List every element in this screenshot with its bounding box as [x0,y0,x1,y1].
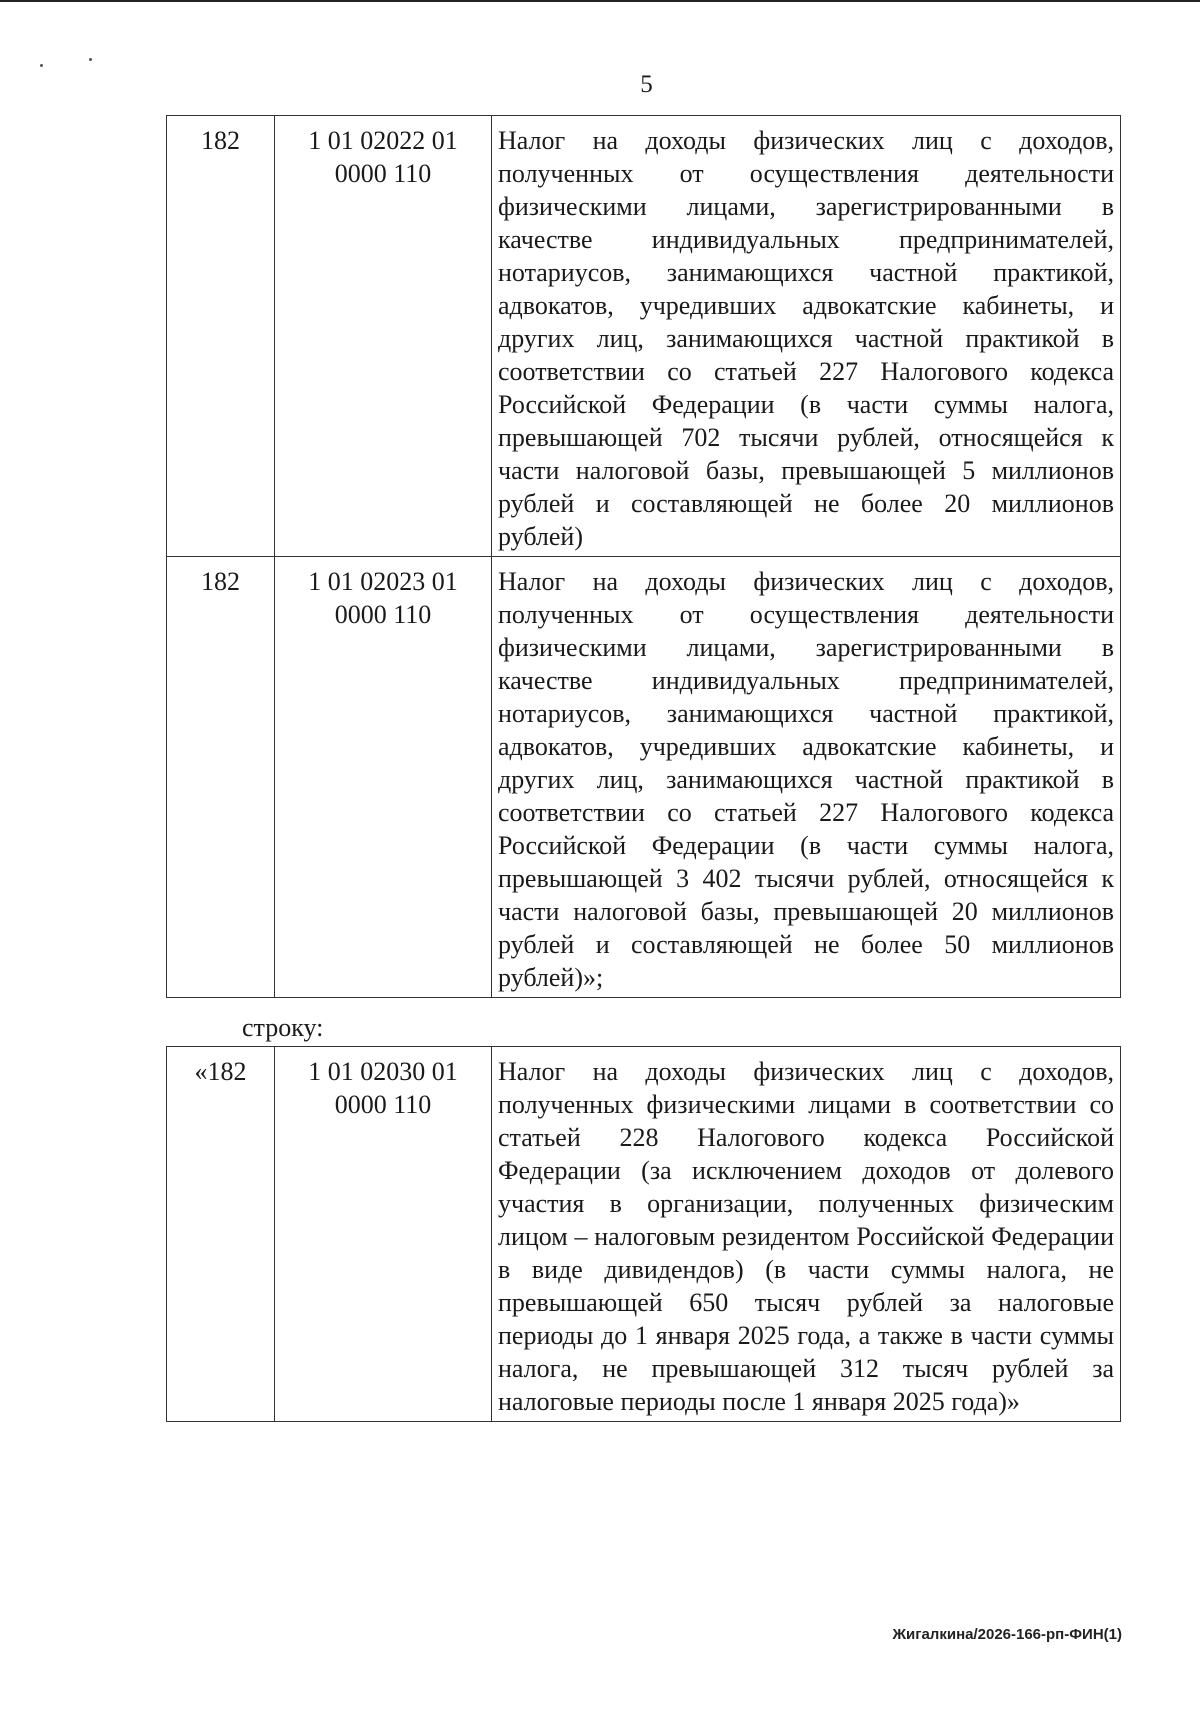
budget-code-cell [275,557,492,998]
income-name-cell: Налог на доходы физических лиц с доходов, полученных от осуществления деятельности физическими лицами, зарегистрированными в качестве индивидуальных предпринимателей, нотариусов, занимающихся частной практикой, адвокатов, учредивших адвокатские кабинеты, и других лиц, занимающихся частной практикой в соответствии со статьей 227 Налогового кодекса Российской Федерации (в части суммы налога, превышающей 702 тысячи рублей, относящейся к части налоговой базы, превышающей 5 миллионов рублей и составляющей не более 20 миллионов рублей) [492,116,1121,557]
budget-codes-table [166,115,1121,998]
budget-code-text: 1 01 02030 01 0000 110 [308,1057,458,1119]
page-number: 5 [640,71,653,98]
admin-code-cell: 182 [167,557,275,998]
budget-code-cell [275,116,492,557]
budget-codes-table-new [166,1046,1121,1422]
income-name-cell: Налог на доходы физических лиц с доходов, полученных физическими лицами в соответствии со статьей 228 Налогового кодекса Российской Федерации (за исключением доходов от долевого участия в организации, полученных физическим лицом – налоговым резидентом Российской Федерации в виде дивидендов) (в части суммы налога, не превышающей 650 тысяч рублей за налоговые периоды до 1 января 2025 года, а также в части суммы налога, не превышающей 312 тысяч рублей за налоговые периоды после 1 января 2025 года)» [492,1047,1121,1422]
budget-code-text: 1 01 02022 01 0000 110 [308,126,458,188]
budget-code-cell [275,1047,492,1422]
table-row [167,116,1121,557]
admin-code-cell: «182 [167,1047,275,1422]
table-row [167,557,1121,998]
scan-speck [89,58,92,61]
section-label: строку: [242,1013,324,1042]
document-reference: Жигалкина/2026-166-рп-ФИН(1) [892,1626,1122,1643]
table-row [167,1047,1121,1422]
admin-code-cell: 182 [167,116,275,557]
budget-code-text: 1 01 02023 01 0000 110 [308,567,458,629]
scan-speck [40,64,43,67]
scan-edge-line [0,0,1200,2]
income-name-cell: Налог на доходы физических лиц с доходов, полученных от осуществления деятельности физическими лицами, зарегистрированными в качестве индивидуальных предпринимателей, нотариусов, занимающихся частной практикой, адвокатов, учредивших адвокатские кабинеты, и других лиц, занимающихся частной практикой в соответствии со статьей 227 Налогового кодекса Российской Федерации (в части суммы налога, превышающей 3 402 тысячи рублей, относящейся к части налоговой базы, превышающей 20 миллионов рублей и составляющей не более 50 миллионов рублей)»; [492,557,1121,998]
